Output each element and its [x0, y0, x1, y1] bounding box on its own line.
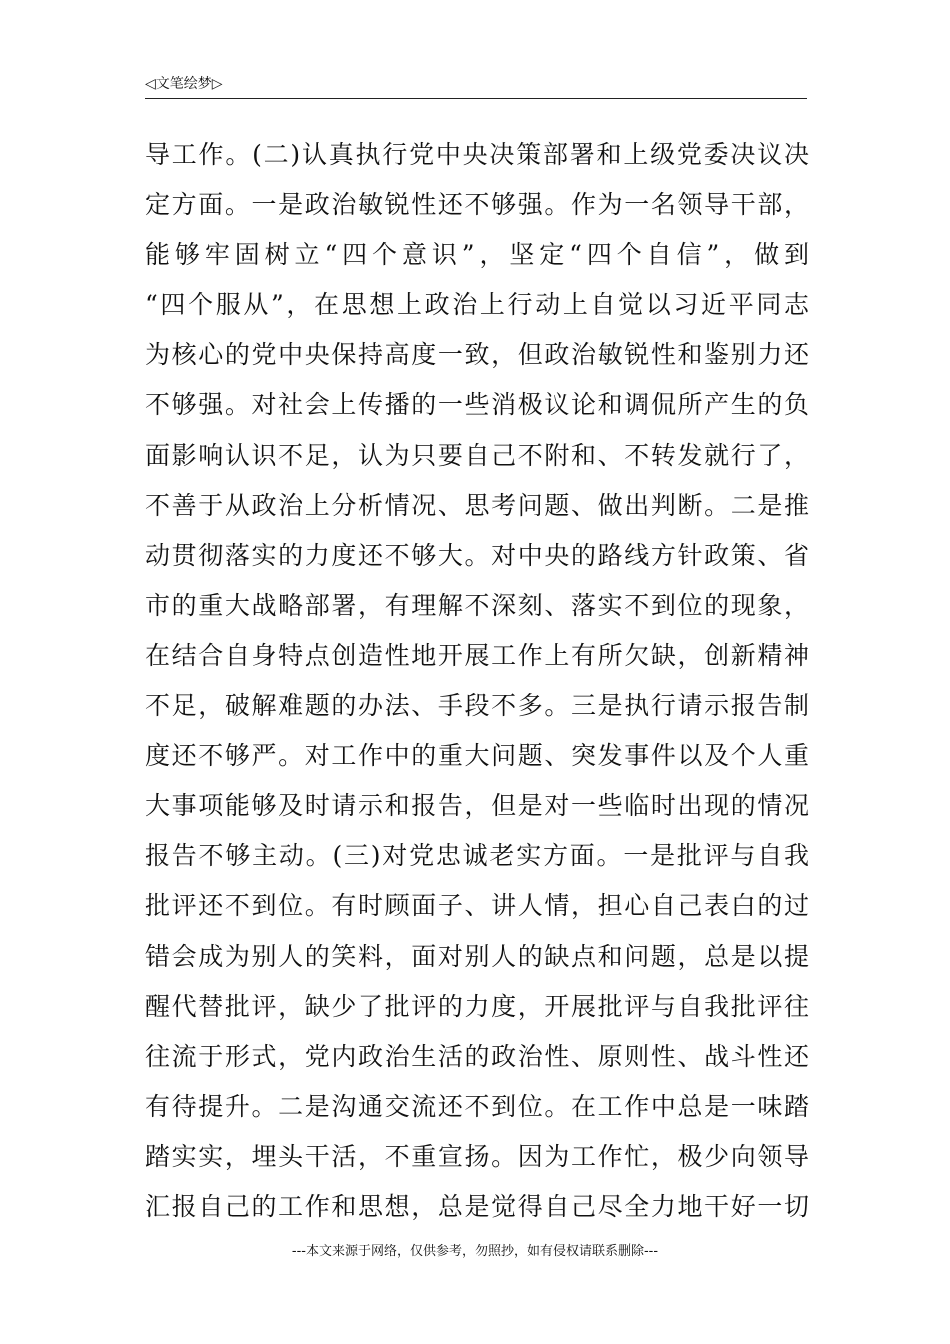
body-line: 汇报自己的工作和思想，总是觉得自己尽全力地干好一切 [145, 1191, 809, 1221]
page-header [145, 72, 807, 99]
body-line: 面影响认识不足，认为只要自己不附和、不转发就行了， [145, 440, 809, 470]
body-line: 踏实实，埋头干活，不重宣扬。因为工作忙，极少向领导 [145, 1141, 809, 1171]
body-line: 批评还不到位。有时顾面子、讲人情，担心自己表白的过 [145, 891, 809, 921]
body-line: 往流于形式，党内政治生活的政治性、原则性、战斗性还 [145, 1041, 809, 1071]
document-body [145, 130, 809, 1232]
body-line: 能够牢固树立“四个意识”，坚定“四个自信”，做到 [145, 240, 809, 270]
body-line: 报告不够主动。(三)对党忠诚老实方面。一是批评与自我 [145, 841, 809, 871]
body-line: 为核心的党中央保持高度一致，但政治敏锐性和鉴别力还 [145, 340, 809, 370]
body-line: 不善于从政治上分析情况、思考问题、做出判断。二是推 [145, 490, 809, 520]
body-line: 大事项能够及时请示和报告，但是对一些临时出现的情况 [145, 791, 809, 821]
body-line: 导工作。(二)认真执行党中央决策部署和上级党委决议决 [145, 140, 809, 169]
body-line: 定方面。一是政治敏锐性还不够强。作为一名领导干部， [145, 190, 809, 220]
body-line: 不够强。对社会上传播的一些消极议论和调侃所产生的负 [145, 390, 809, 420]
body-line: 醒代替批评，缺少了批评的力度，开展批评与自我批评往 [145, 991, 809, 1021]
body-line: 不足，破解难题的办法、手段不多。三是执行请示报告制 [145, 691, 809, 721]
body-line: 有待提升。二是沟通交流还不到位。在工作中总是一味踏 [145, 1091, 809, 1121]
header-title: ◁文笔绘梦▷ [145, 76, 223, 92]
body-line: “四个服从”，在思想上政治上行动上自觉以习近平同志 [145, 290, 809, 320]
body-line: 错会成为别人的笑料，面对别人的缺点和问题，总是以提 [145, 941, 809, 971]
footer-disclaimer: ---本文来源于网络，仅供参考，勿照抄，如有侵权请联系删除--- [291, 1244, 659, 1259]
body-line: 市的重大战略部署，有理解不深刻、落实不到位的现象， [145, 590, 809, 620]
body-line: 度还不够严。对工作中的重大问题、突发事件以及个人重 [145, 741, 809, 771]
page-footer [0, 1244, 950, 1260]
body-line: 在结合自身特点创造性地开展工作上有所欠缺，创新精神 [145, 640, 809, 670]
body-line: 动贯彻落实的力度还不够大。对中央的路线方针政策、省 [145, 540, 809, 570]
